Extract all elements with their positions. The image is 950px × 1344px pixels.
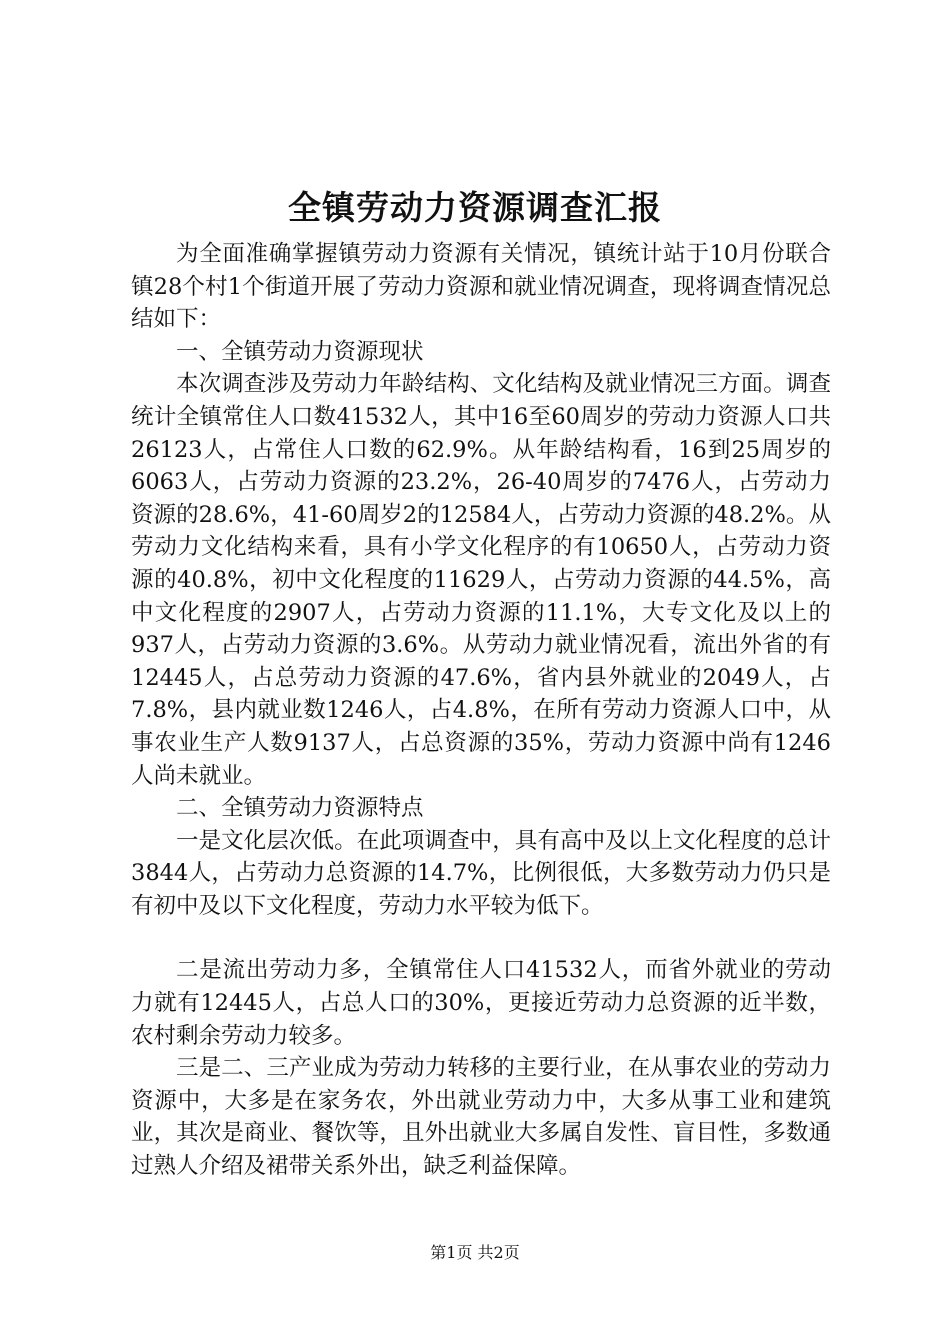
feature-paragraph-2: 二是流出劳动力多，全镇常住人口41532人，而省外就业的劳动力就有12445人，占总人口的30%，更接近劳动力总资源的近半数，农村剩余劳动力较多。 (131, 957, 831, 1049)
status-paragraph: 本次调查涉及劳动力年龄结构、文化结构及就业情况三方面。调查统计全镇常住人口数41532人，其中16至60周岁的劳动力资源人口共26123人，占常住人口数的62.9%。从年龄结构看，16到25周岁的6063人，占劳动力资源的23.2%，26-40周岁的7476人，占劳动力资源的28.6%，41-60周岁2的12584人，占劳动力资源的48.2%。从劳动力文化结构来看，具有小学文化程序的有10650人，占劳动力资源的40.8%，初中文化程度的11629人，占劳动力资源的44.5%，高中文化程度的2907人，占劳动力资源的11.1%，大专文化及以上的937人，占劳动力资源的3.6%。从劳动力就业情况看，流出外省的有12445人，占总劳动力资源的47.6%，省内县外就业的2049人，占7.8%，县内就业数1246人，占4.8%，在所有劳动力资源人口中，从事农业生产人数9137人，占总资源的35%，劳动力资源中尚有1246人尚未就业。 (131, 371, 831, 789)
document-title: 全镇劳动力资源调查汇报 (288, 188, 662, 227)
feature-paragraph-1: 一是文化层次低。在此项调查中，具有高中及以上文化程度的总计3844人，占劳动力总资源的14.7%，比例很低，大多数劳动力仍只是有初中及以下文化程度，劳动力水平较为低下。 (131, 827, 831, 919)
paragraph-spacer (131, 922, 831, 954)
section-heading-2: 二、全镇劳动力资源特点 (176, 795, 424, 822)
document-body (131, 238, 831, 1183)
intro-paragraph: 为全面准确掌握镇劳动力资源有关情况，镇统计站于10月份联合镇28个村1个街道开展了劳动力资源和就业情况调查，现将调查情况总结如下： (131, 241, 831, 333)
page-footer: 第1页 共2页 (430, 1243, 520, 1262)
feature-paragraph-3: 三是二、三产业成为劳动力转移的主要行业，在从事农业的劳动力资源中，大多是在家务农，外出就业劳动力中，大多从事工业和建筑业，其次是商业、餐饮等，且外出就业大多属自发性、盲目性，多数通过熟人介绍及裙带关系外出，缺乏利益保障。 (131, 1055, 831, 1180)
section-heading-1: 一、全镇劳动力资源现状 (176, 338, 424, 365)
